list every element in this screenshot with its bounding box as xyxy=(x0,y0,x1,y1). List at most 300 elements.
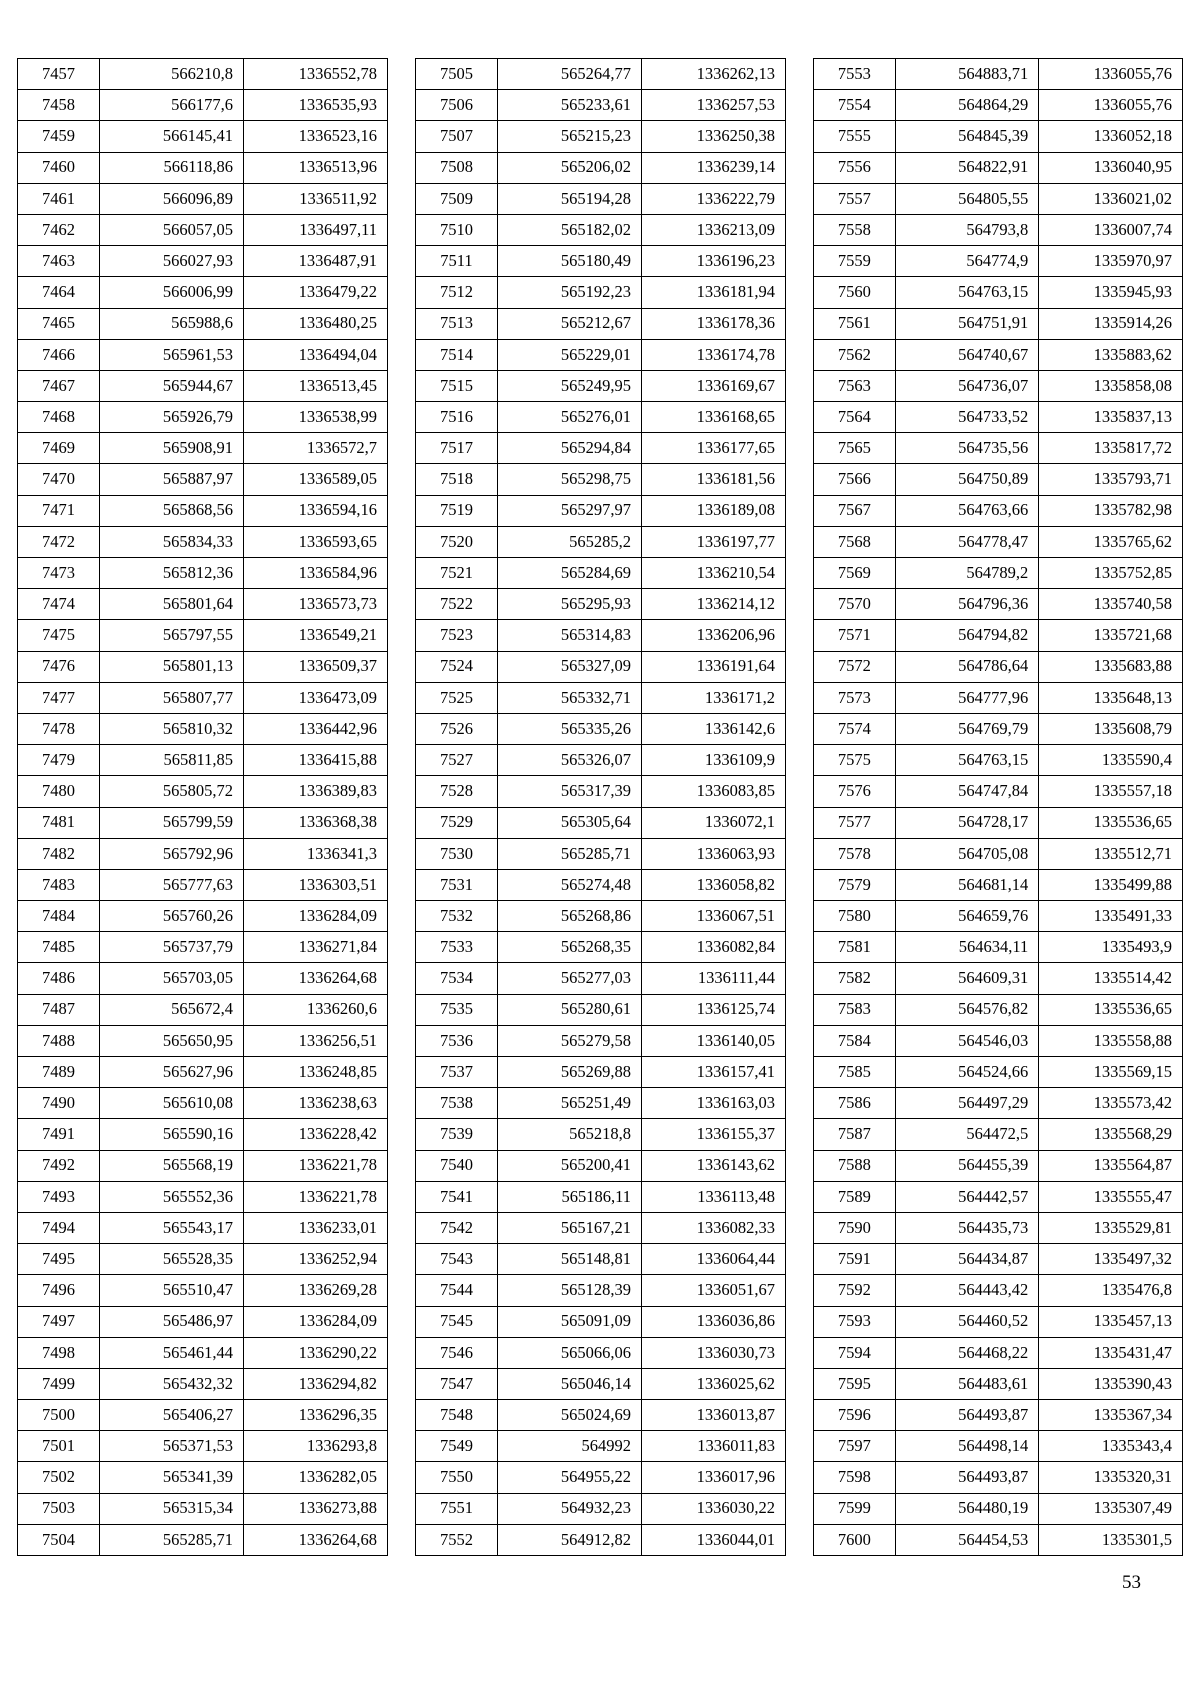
y-coordinate-cell: 1336264,68 xyxy=(244,1524,388,1555)
y-coordinate-cell: 1336290,22 xyxy=(244,1337,388,1368)
y-coordinate-cell: 1336264,68 xyxy=(244,963,388,994)
y-coordinate-cell: 1336011,83 xyxy=(642,1431,786,1462)
y-coordinate-cell: 1336260,6 xyxy=(244,994,388,1025)
table-row xyxy=(814,433,1183,464)
y-coordinate-cell: 1336284,09 xyxy=(244,1306,388,1337)
table-row xyxy=(18,963,388,994)
y-coordinate-cell: 1336055,76 xyxy=(1039,59,1183,90)
x-coordinate-cell: 564883,71 xyxy=(895,59,1039,90)
table-row xyxy=(416,1119,786,1150)
y-coordinate-cell: 1335301,5 xyxy=(1039,1524,1183,1555)
table-row xyxy=(18,807,388,838)
table-row xyxy=(416,1462,786,1493)
x-coordinate-cell: 566118,86 xyxy=(100,152,244,183)
y-coordinate-cell: 1336196,23 xyxy=(642,246,786,277)
table-row xyxy=(814,745,1183,776)
point-number-cell: 7548 xyxy=(416,1400,498,1431)
y-coordinate-cell: 1336213,09 xyxy=(642,214,786,245)
y-coordinate-cell: 1336248,85 xyxy=(244,1057,388,1088)
point-number-cell: 7480 xyxy=(18,776,100,807)
point-number-cell: 7513 xyxy=(416,308,498,339)
table-row xyxy=(18,651,388,682)
point-number-cell: 7483 xyxy=(18,869,100,900)
table-row xyxy=(814,526,1183,557)
y-coordinate-cell: 1335740,58 xyxy=(1039,589,1183,620)
table-row xyxy=(416,558,786,589)
y-coordinate-cell: 1336252,94 xyxy=(244,1244,388,1275)
point-number-cell: 7569 xyxy=(814,558,896,589)
point-number-cell: 7566 xyxy=(814,464,896,495)
point-number-cell: 7543 xyxy=(416,1244,498,1275)
x-coordinate-cell: 566006,99 xyxy=(100,277,244,308)
x-coordinate-cell: 564497,29 xyxy=(895,1088,1039,1119)
table-row xyxy=(814,1337,1183,1368)
point-number-cell: 7544 xyxy=(416,1275,498,1306)
y-coordinate-cell: 1335367,34 xyxy=(1039,1400,1183,1431)
table-row xyxy=(18,1306,388,1337)
table-row xyxy=(814,90,1183,121)
point-number-cell: 7507 xyxy=(416,121,498,152)
y-coordinate-cell: 1335493,9 xyxy=(1039,932,1183,963)
point-number-cell: 7594 xyxy=(814,1337,896,1368)
table-row xyxy=(416,838,786,869)
y-coordinate-cell: 1336487,91 xyxy=(244,246,388,277)
x-coordinate-cell: 565792,96 xyxy=(100,838,244,869)
point-number-cell: 7557 xyxy=(814,183,896,214)
x-coordinate-cell: 565332,71 xyxy=(498,682,642,713)
y-coordinate-cell: 1336593,65 xyxy=(244,526,388,557)
point-number-cell: 7506 xyxy=(416,90,498,121)
table-row xyxy=(814,308,1183,339)
x-coordinate-cell: 565406,27 xyxy=(100,1400,244,1431)
table-row xyxy=(18,152,388,183)
y-coordinate-cell: 1336473,09 xyxy=(244,682,388,713)
table-row xyxy=(18,901,388,932)
y-coordinate-cell: 1336157,41 xyxy=(642,1057,786,1088)
table-row xyxy=(814,1493,1183,1524)
y-coordinate-cell: 1336177,65 xyxy=(642,433,786,464)
table-row xyxy=(416,1524,786,1555)
point-number-cell: 7481 xyxy=(18,807,100,838)
x-coordinate-cell: 564864,29 xyxy=(895,90,1039,121)
point-number-cell: 7478 xyxy=(18,713,100,744)
table-row xyxy=(416,183,786,214)
point-number-cell: 7551 xyxy=(416,1493,498,1524)
x-coordinate-cell: 565807,77 xyxy=(100,682,244,713)
y-coordinate-cell: 1336142,6 xyxy=(642,713,786,744)
y-coordinate-cell: 1335752,85 xyxy=(1039,558,1183,589)
x-coordinate-cell: 565249,95 xyxy=(498,370,642,401)
y-coordinate-cell: 1336415,88 xyxy=(244,745,388,776)
point-number-cell: 7539 xyxy=(416,1119,498,1150)
x-coordinate-cell: 565315,34 xyxy=(100,1493,244,1524)
x-coordinate-cell: 565988,6 xyxy=(100,308,244,339)
x-coordinate-cell: 565461,44 xyxy=(100,1337,244,1368)
y-coordinate-cell: 1336191,64 xyxy=(642,651,786,682)
y-coordinate-cell: 1336293,8 xyxy=(244,1431,388,1462)
x-coordinate-cell: 565277,03 xyxy=(498,963,642,994)
y-coordinate-cell: 1336538,99 xyxy=(244,402,388,433)
table-row xyxy=(18,932,388,963)
table-row xyxy=(814,558,1183,589)
table-row xyxy=(416,1057,786,1088)
table-row xyxy=(814,402,1183,433)
point-number-cell: 7586 xyxy=(814,1088,896,1119)
point-number-cell: 7515 xyxy=(416,370,498,401)
x-coordinate-cell: 565229,01 xyxy=(498,339,642,370)
table-row xyxy=(18,589,388,620)
table-row xyxy=(814,1025,1183,1056)
x-coordinate-cell: 565297,97 xyxy=(498,495,642,526)
point-number-cell: 7597 xyxy=(814,1431,896,1462)
point-number-cell: 7477 xyxy=(18,682,100,713)
x-coordinate-cell: 565672,4 xyxy=(100,994,244,1025)
table-row xyxy=(814,1306,1183,1337)
y-coordinate-cell: 1336140,05 xyxy=(642,1025,786,1056)
x-coordinate-cell: 565627,96 xyxy=(100,1057,244,1088)
x-coordinate-cell: 566057,05 xyxy=(100,214,244,245)
x-coordinate-cell: 565284,69 xyxy=(498,558,642,589)
y-coordinate-cell: 1336535,93 xyxy=(244,90,388,121)
y-coordinate-cell: 1336497,11 xyxy=(244,214,388,245)
table-row xyxy=(814,370,1183,401)
x-coordinate-cell: 564763,66 xyxy=(895,495,1039,526)
y-coordinate-cell: 1336197,77 xyxy=(642,526,786,557)
point-number-cell: 7588 xyxy=(814,1150,896,1181)
point-number-cell: 7581 xyxy=(814,932,896,963)
point-number-cell: 7580 xyxy=(814,901,896,932)
point-number-cell: 7542 xyxy=(416,1212,498,1243)
table-row xyxy=(416,682,786,713)
table-row xyxy=(416,869,786,900)
table-row xyxy=(416,464,786,495)
x-coordinate-cell: 564468,22 xyxy=(895,1337,1039,1368)
x-coordinate-cell: 564455,39 xyxy=(895,1150,1039,1181)
x-coordinate-cell: 564705,08 xyxy=(895,838,1039,869)
point-number-cell: 7525 xyxy=(416,682,498,713)
table-row xyxy=(416,932,786,963)
table-row xyxy=(814,152,1183,183)
y-coordinate-cell: 1335431,47 xyxy=(1039,1337,1183,1368)
point-number-cell: 7500 xyxy=(18,1400,100,1431)
x-coordinate-cell: 564659,76 xyxy=(895,901,1039,932)
y-coordinate-cell: 1336113,48 xyxy=(642,1181,786,1212)
table-row xyxy=(18,1400,388,1431)
table-row xyxy=(18,1337,388,1368)
point-number-cell: 7512 xyxy=(416,277,498,308)
x-coordinate-cell: 565264,77 xyxy=(498,59,642,90)
y-coordinate-cell: 1336058,82 xyxy=(642,869,786,900)
y-coordinate-cell: 1336273,88 xyxy=(244,1493,388,1524)
table-row xyxy=(18,1244,388,1275)
table-row xyxy=(18,121,388,152)
table-row xyxy=(814,869,1183,900)
x-coordinate-cell: 565167,21 xyxy=(498,1212,642,1243)
x-coordinate-cell: 564524,66 xyxy=(895,1057,1039,1088)
table-row xyxy=(814,1368,1183,1399)
x-coordinate-cell: 564609,31 xyxy=(895,963,1039,994)
x-coordinate-cell: 565298,75 xyxy=(498,464,642,495)
table-row xyxy=(416,776,786,807)
x-coordinate-cell: 565868,56 xyxy=(100,495,244,526)
point-number-cell: 7460 xyxy=(18,152,100,183)
point-number-cell: 7494 xyxy=(18,1212,100,1243)
x-coordinate-cell: 564634,11 xyxy=(895,932,1039,963)
x-coordinate-cell: 565327,09 xyxy=(498,651,642,682)
point-number-cell: 7490 xyxy=(18,1088,100,1119)
point-number-cell: 7596 xyxy=(814,1400,896,1431)
table-row xyxy=(18,1057,388,1088)
x-coordinate-cell: 564789,2 xyxy=(895,558,1039,589)
point-number-cell: 7531 xyxy=(416,869,498,900)
x-coordinate-cell: 564786,64 xyxy=(895,651,1039,682)
x-coordinate-cell: 564460,52 xyxy=(895,1306,1039,1337)
x-coordinate-cell: 565326,07 xyxy=(498,745,642,776)
x-coordinate-cell: 565233,61 xyxy=(498,90,642,121)
point-number-cell: 7521 xyxy=(416,558,498,589)
table-row xyxy=(814,59,1183,90)
table-row xyxy=(416,121,786,152)
x-coordinate-cell: 565269,88 xyxy=(498,1057,642,1088)
y-coordinate-cell: 1336210,54 xyxy=(642,558,786,589)
table-row xyxy=(814,1462,1183,1493)
point-number-cell: 7504 xyxy=(18,1524,100,1555)
point-number-cell: 7474 xyxy=(18,589,100,620)
y-coordinate-cell: 1335320,31 xyxy=(1039,1462,1183,1493)
table-row xyxy=(416,433,786,464)
x-coordinate-cell: 565908,91 xyxy=(100,433,244,464)
table-row xyxy=(18,713,388,744)
x-coordinate-cell: 565274,48 xyxy=(498,869,642,900)
y-coordinate-cell: 1335721,68 xyxy=(1039,620,1183,651)
x-coordinate-cell: 565180,49 xyxy=(498,246,642,277)
x-coordinate-cell: 565192,23 xyxy=(498,277,642,308)
table-row xyxy=(416,620,786,651)
point-number-cell: 7487 xyxy=(18,994,100,1025)
y-coordinate-cell: 1335569,15 xyxy=(1039,1057,1183,1088)
table-row xyxy=(18,682,388,713)
point-number-cell: 7465 xyxy=(18,308,100,339)
y-coordinate-cell: 1336572,7 xyxy=(244,433,388,464)
x-coordinate-cell: 565810,32 xyxy=(100,713,244,744)
point-number-cell: 7505 xyxy=(416,59,498,90)
y-coordinate-cell: 1336072,1 xyxy=(642,807,786,838)
table-row xyxy=(18,1368,388,1399)
point-number-cell: 7592 xyxy=(814,1275,896,1306)
x-coordinate-cell: 565801,64 xyxy=(100,589,244,620)
point-number-cell: 7463 xyxy=(18,246,100,277)
x-coordinate-cell: 565295,93 xyxy=(498,589,642,620)
y-coordinate-cell: 1336573,73 xyxy=(244,589,388,620)
x-coordinate-cell: 565317,39 xyxy=(498,776,642,807)
x-coordinate-cell: 565024,69 xyxy=(498,1400,642,1431)
point-number-cell: 7501 xyxy=(18,1431,100,1462)
point-number-cell: 7549 xyxy=(416,1431,498,1462)
point-number-cell: 7522 xyxy=(416,589,498,620)
point-number-cell: 7471 xyxy=(18,495,100,526)
x-coordinate-cell: 565285,2 xyxy=(498,526,642,557)
table-row xyxy=(814,1181,1183,1212)
x-coordinate-cell: 565552,36 xyxy=(100,1181,244,1212)
point-number-cell: 7466 xyxy=(18,339,100,370)
point-number-cell: 7486 xyxy=(18,963,100,994)
point-number-cell: 7589 xyxy=(814,1181,896,1212)
y-coordinate-cell: 1335573,42 xyxy=(1039,1088,1183,1119)
point-number-cell: 7578 xyxy=(814,838,896,869)
point-number-cell: 7473 xyxy=(18,558,100,589)
table-row xyxy=(814,1057,1183,1088)
y-coordinate-cell: 1336480,25 xyxy=(244,308,388,339)
table-row xyxy=(18,308,388,339)
table-row xyxy=(416,1368,786,1399)
table-row xyxy=(814,963,1183,994)
x-coordinate-cell: 565528,35 xyxy=(100,1244,244,1275)
table-row xyxy=(416,370,786,401)
x-coordinate-cell: 565812,36 xyxy=(100,558,244,589)
table-row xyxy=(416,59,786,90)
point-number-cell: 7514 xyxy=(416,339,498,370)
y-coordinate-cell: 1336238,63 xyxy=(244,1088,388,1119)
point-number-cell: 7556 xyxy=(814,152,896,183)
point-number-cell: 7511 xyxy=(416,246,498,277)
y-coordinate-cell: 1336513,96 xyxy=(244,152,388,183)
x-coordinate-cell: 565703,05 xyxy=(100,963,244,994)
y-coordinate-cell: 1336021,02 xyxy=(1039,183,1183,214)
x-coordinate-cell: 565568,19 xyxy=(100,1150,244,1181)
x-coordinate-cell: 565811,85 xyxy=(100,745,244,776)
x-coordinate-cell: 565251,49 xyxy=(498,1088,642,1119)
y-coordinate-cell: 1335945,93 xyxy=(1039,277,1183,308)
point-number-cell: 7584 xyxy=(814,1025,896,1056)
table-row xyxy=(416,807,786,838)
table-row xyxy=(416,1088,786,1119)
table-row xyxy=(416,589,786,620)
coordinate-table-3 xyxy=(813,58,1183,1556)
y-coordinate-cell: 1335564,87 xyxy=(1039,1150,1183,1181)
y-coordinate-cell: 1335491,33 xyxy=(1039,901,1183,932)
y-coordinate-cell: 1335307,49 xyxy=(1039,1493,1183,1524)
point-number-cell: 7536 xyxy=(416,1025,498,1056)
y-coordinate-cell: 1336296,35 xyxy=(244,1400,388,1431)
table-row xyxy=(814,183,1183,214)
table-row xyxy=(18,745,388,776)
point-number-cell: 7553 xyxy=(814,59,896,90)
table-row xyxy=(814,1150,1183,1181)
x-coordinate-cell: 565148,81 xyxy=(498,1244,642,1275)
point-number-cell: 7510 xyxy=(416,214,498,245)
point-number-cell: 7560 xyxy=(814,277,896,308)
x-coordinate-cell: 564576,82 xyxy=(895,994,1039,1025)
x-coordinate-cell: 564805,55 xyxy=(895,183,1039,214)
point-number-cell: 7573 xyxy=(814,682,896,713)
y-coordinate-cell: 1336181,56 xyxy=(642,464,786,495)
y-coordinate-cell: 1335457,13 xyxy=(1039,1306,1183,1337)
point-number-cell: 7554 xyxy=(814,90,896,121)
table-row xyxy=(814,932,1183,963)
point-number-cell: 7462 xyxy=(18,214,100,245)
y-coordinate-cell: 1336442,96 xyxy=(244,713,388,744)
point-number-cell: 7550 xyxy=(416,1462,498,1493)
y-coordinate-cell: 1336368,38 xyxy=(244,807,388,838)
y-coordinate-cell: 1336257,53 xyxy=(642,90,786,121)
point-number-cell: 7459 xyxy=(18,121,100,152)
x-coordinate-cell: 565200,41 xyxy=(498,1150,642,1181)
point-number-cell: 7547 xyxy=(416,1368,498,1399)
table-row xyxy=(416,1337,786,1368)
x-coordinate-cell: 565432,32 xyxy=(100,1368,244,1399)
x-coordinate-cell: 565486,97 xyxy=(100,1306,244,1337)
table-row xyxy=(416,1181,786,1212)
point-number-cell: 7502 xyxy=(18,1462,100,1493)
point-number-cell: 7591 xyxy=(814,1244,896,1275)
x-coordinate-cell: 564845,39 xyxy=(895,121,1039,152)
point-number-cell: 7532 xyxy=(416,901,498,932)
y-coordinate-cell: 1336044,01 xyxy=(642,1524,786,1555)
y-coordinate-cell: 1335536,65 xyxy=(1039,807,1183,838)
coordinate-table-1 xyxy=(17,58,388,1556)
y-coordinate-cell: 1335558,88 xyxy=(1039,1025,1183,1056)
x-coordinate-cell: 564751,91 xyxy=(895,308,1039,339)
x-coordinate-cell: 564735,56 xyxy=(895,433,1039,464)
x-coordinate-cell: 564955,22 xyxy=(498,1462,642,1493)
point-number-cell: 7563 xyxy=(814,370,896,401)
x-coordinate-cell: 564822,91 xyxy=(895,152,1039,183)
x-coordinate-cell: 565276,01 xyxy=(498,402,642,433)
x-coordinate-cell: 565285,71 xyxy=(100,1524,244,1555)
x-coordinate-cell: 565341,39 xyxy=(100,1462,244,1493)
y-coordinate-cell: 1336189,08 xyxy=(642,495,786,526)
point-number-cell: 7570 xyxy=(814,589,896,620)
y-coordinate-cell: 1336523,16 xyxy=(244,121,388,152)
table-row xyxy=(814,589,1183,620)
y-coordinate-cell: 1335497,32 xyxy=(1039,1244,1183,1275)
point-number-cell: 7541 xyxy=(416,1181,498,1212)
table-row xyxy=(18,277,388,308)
x-coordinate-cell: 565215,23 xyxy=(498,121,642,152)
table-row xyxy=(18,1119,388,1150)
y-coordinate-cell: 1336589,05 xyxy=(244,464,388,495)
point-number-cell: 7590 xyxy=(814,1212,896,1243)
point-number-cell: 7495 xyxy=(18,1244,100,1275)
y-coordinate-cell: 1336284,09 xyxy=(244,901,388,932)
table-row xyxy=(416,526,786,557)
x-coordinate-cell: 564728,17 xyxy=(895,807,1039,838)
x-coordinate-cell: 565046,14 xyxy=(498,1368,642,1399)
y-coordinate-cell: 1336168,65 xyxy=(642,402,786,433)
x-coordinate-cell: 565760,26 xyxy=(100,901,244,932)
point-number-cell: 7489 xyxy=(18,1057,100,1088)
x-coordinate-cell: 564794,82 xyxy=(895,620,1039,651)
x-coordinate-cell: 565799,59 xyxy=(100,807,244,838)
x-coordinate-cell: 566027,93 xyxy=(100,246,244,277)
coordinate-tables xyxy=(17,58,1183,1556)
y-coordinate-cell: 1336256,51 xyxy=(244,1025,388,1056)
y-coordinate-cell: 1335557,18 xyxy=(1039,776,1183,807)
x-coordinate-cell: 565510,47 xyxy=(100,1275,244,1306)
point-number-cell: 7567 xyxy=(814,495,896,526)
x-coordinate-cell: 565182,02 xyxy=(498,214,642,245)
y-coordinate-cell: 1336017,96 xyxy=(642,1462,786,1493)
table-row xyxy=(814,682,1183,713)
y-coordinate-cell: 1336171,2 xyxy=(642,682,786,713)
point-number-cell: 7472 xyxy=(18,526,100,557)
x-coordinate-cell: 564777,96 xyxy=(895,682,1039,713)
point-number-cell: 7508 xyxy=(416,152,498,183)
x-coordinate-cell: 564443,42 xyxy=(895,1275,1039,1306)
x-coordinate-cell: 565737,79 xyxy=(100,932,244,963)
point-number-cell: 7572 xyxy=(814,651,896,682)
x-coordinate-cell: 565805,72 xyxy=(100,776,244,807)
